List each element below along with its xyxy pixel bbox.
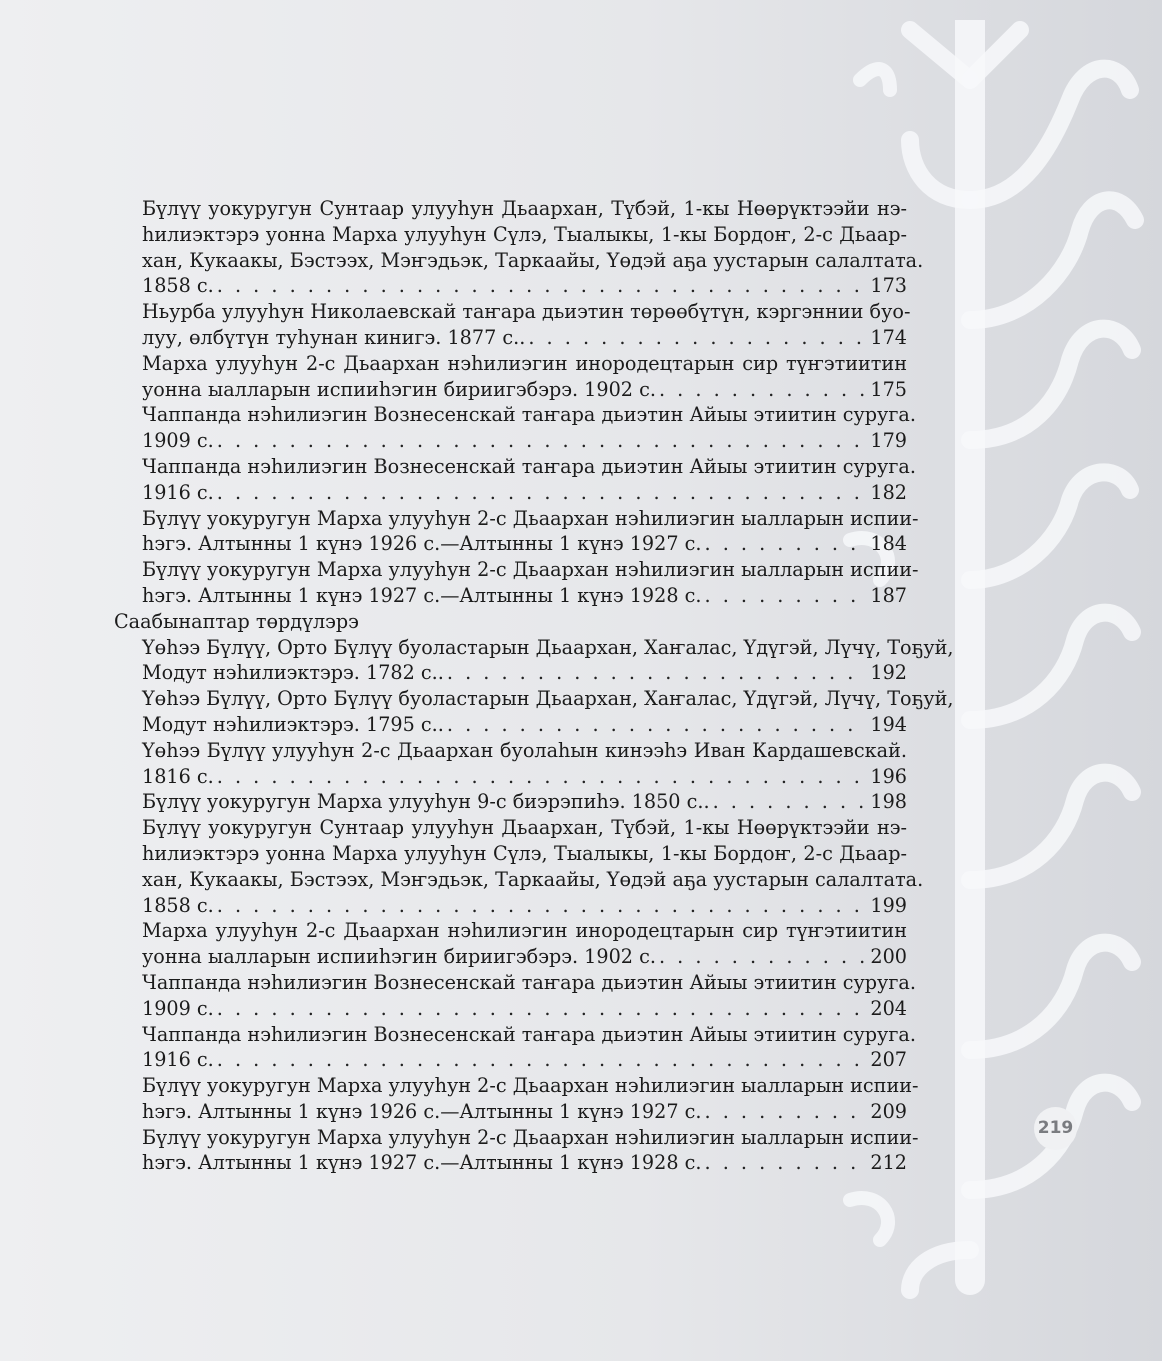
dot-leader [217,428,868,454]
toc-entry [114,454,916,506]
toc-entry-text: һэгэ. Алтынны 1 күнэ 1927 с.—Алтынны 1 күнэ 1928 с. [142,1151,702,1175]
toc-entry [114,789,907,815]
toc-page-number: 194 [870,712,907,736]
toc-page-number: 212 [870,1151,907,1175]
table-of-contents [114,196,954,1176]
toc-entry-line: Чаппанда нэһилиэгин Вознесенскай таҥара дьиэтин Айыы этиитин суруга. [142,970,916,994]
toc-entry-text: 1909 с. [142,996,214,1020]
toc-entry [114,918,907,970]
toc-entry-text: 1916 с. [142,1048,214,1072]
section-heading: Саабынаптар төрдүлэрэ [114,609,359,633]
toc-entry-text: һэгэ. Алтынны 1 күнэ 1926 с.—Алтынны 1 күнэ 1927 с. [142,532,702,556]
toc-entry-last-line [142,1099,907,1125]
toc-entry-last-line [142,764,907,790]
toc-entry-line: Марха улууһун 2-с Дьаархан нэһилиэгин инородецтарын сир түҥэтиитин [142,919,907,943]
toc-entry-line: Чаппанда нэһилиэгин Вознесенскай таҥара дьиэтин Айыы этиитин суруга. [142,454,916,478]
toc-entry-last-line [142,583,907,609]
toc-entry-last-line [142,273,907,299]
toc-entry-text: 1916 с. [142,480,214,504]
dot-leader [217,273,868,299]
dot-leader [705,1150,868,1176]
toc-entry-last-line [142,428,907,454]
dot-leader [659,377,867,403]
toc-page-number: 199 [870,893,907,917]
toc-page-number: 182 [870,480,907,504]
dot-leader [713,789,868,815]
toc-entry-last-line [142,377,907,403]
dot-leader [705,531,868,557]
toc-entry-text: һэгэ. Алтынны 1 күнэ 1927 с.—Алтынны 1 күнэ 1928 с. [142,583,702,607]
toc-entry-text: 1858 с. [142,274,214,298]
toc-page-number: 179 [870,429,907,453]
page-number: 219 [1034,1107,1077,1150]
dot-leader [705,583,868,609]
toc-entry-line: хан, Кукаакы, Бэстээх, Мэҥэдьэк, Таркаайы, Үөдэй аҕа уустарын салалтата. [142,248,924,272]
toc-entry-last-line [142,996,907,1022]
dot-leader [217,1047,868,1073]
toc-entry-line: Үөһээ Бүлүү, Орто Бүлүү буоластарын Дьаархан, Хаҥалас, Үдүгэй, Лүчү, Тоҕуй, [142,687,954,711]
dot-leader [447,712,867,738]
dot-leader [217,893,868,919]
toc-entry-text: Бүлүү уокуругун Марха улууһун 9-с биэрэпиһэ. 1850 с.. [142,790,710,814]
toc-page-number: 184 [870,532,907,556]
toc-entry-text: 1909 с. [142,429,214,453]
toc-entry-line: Бүлүү уокуругун Марха улууһун 2-с Дьаархан нэһилиэгин ыалларын испии- [142,1074,919,1098]
toc-entry [114,299,911,351]
toc-page-number: 175 [870,377,907,401]
toc-page-number: 198 [870,790,907,814]
toc-entry [114,557,919,609]
toc-entry-line: һилиэктэрэ уонна Марха улууһун Сүлэ, Тыалыкы, 1-кы Бордоҥ, 2-с Дьаар- [142,222,907,246]
dot-leader [659,944,867,970]
toc-entry-line: Бүлүү уокуругун Сунтаар улууһун Дьаархан, Түбэй, 1-кы Нөөрүктээйи нэ- [142,816,907,840]
toc-entry-text: Модут нэһилиэктэрэ. 1782 с.. [142,661,444,685]
toc-entry-last-line [142,893,907,919]
toc-page-number: 173 [870,274,907,298]
dot-leader [528,325,867,351]
toc-entry-text: һэгэ. Алтынны 1 күнэ 1926 с.—Алтынны 1 күнэ 1927 с. [142,1099,702,1123]
toc-entry [114,815,924,918]
toc-entry [114,402,916,454]
toc-entry-last-line [142,660,907,686]
toc-entry-last-line [142,531,907,557]
toc-page-number: 192 [870,661,907,685]
toc-entry-line: Үөһээ Бүлүү улууһун 2-с Дьаархан буолаһын кинээһэ Иван Кардашевскай. [142,738,907,762]
toc-entry [114,635,954,687]
toc-page-number: 196 [870,764,907,788]
dot-leader [217,764,868,790]
toc-entry [114,196,924,299]
toc-entry [114,506,919,558]
toc-page-number: 200 [870,945,907,969]
toc-entry-last-line [142,1150,907,1176]
dot-leader [447,660,867,686]
dot-leader [705,1099,868,1125]
toc-entry-line: Ньурба улууһун Николаевскай таҥара дьиэтин төрөөбүтүн, кэргэннии буо- [142,300,911,324]
toc-entry [114,1125,919,1177]
toc-entry-line: һилиэктэрэ уонна Марха улууһун Сүлэ, Тыалыкы, 1-кы Бордоҥ, 2-с Дьаар- [142,841,907,865]
toc-entry-text: 1816 с. [142,764,214,788]
toc-entry-line: Чаппанда нэһилиэгин Вознесенскай таҥара дьиэтин Айыы этиитин суруга. [142,1022,916,1046]
toc-entry [114,1073,919,1125]
toc-page-number: 207 [870,1048,907,1072]
dot-leader [217,996,868,1022]
toc-page-number: 187 [870,583,907,607]
toc-entry-last-line [142,1047,907,1073]
toc-entry-line: Бүлүү уокуругун Марха улууһун 2-с Дьаархан нэһилиэгин ыалларын испии- [142,506,919,530]
toc-entry-line: Бүлүү уокуругун Марха улууһун 2-с Дьаархан нэһилиэгин ыалларын испии- [142,1125,919,1149]
toc-entry-line: Чаппанда нэһилиэгин Вознесенскай таҥара дьиэтин Айыы этиитин суруга. [142,403,916,427]
toc-entry-line: Марха улууһун 2-с Дьаархан нэһилиэгин инородецтарын сир түҥэтиитин [142,351,907,375]
toc-entry-text: луу, өлбүтүн туһунан кинигэ. 1877 с.. [142,325,526,349]
dot-leader [217,480,868,506]
toc-page-number: 209 [870,1099,907,1123]
toc-entry-line: Үөһээ Бүлүү, Орто Бүлүү буоластарын Дьаархан, Хаҥалас, Үдүгэй, Лүчү, Тоҕуй, [142,635,954,659]
toc-entry [114,351,907,403]
toc-entry-last-line [142,712,907,738]
toc-entry-text: Модут нэһилиэктэрэ. 1795 с.. [142,712,444,736]
toc-entry-last-line [142,789,907,815]
toc-entry [114,970,916,1022]
toc-entry-text: уонна ыалларын испииһэгин бириигэбэрэ. 1902 с. [142,945,656,969]
toc-entry-text: уонна ыалларын испииһэгин бириигэбэрэ. 1902 с. [142,377,656,401]
toc-entry [114,1022,916,1074]
toc-entry-last-line [142,480,907,506]
toc-entry-line: Бүлүү уокуругун Сунтаар улууһун Дьаархан, Түбэй, 1-кы Нөөрүктээйи нэ- [142,197,907,220]
toc-entry-last-line [142,325,907,351]
toc-entry-line: хан, Кукаакы, Бэстээх, Мэҥэдьэк, Таркаайы, Үөдэй аҕа уустарын салалтата. [142,867,924,891]
toc-entry [114,686,954,738]
toc-entry [114,738,907,790]
toc-entry-text: 1858 с. [142,893,214,917]
toc-entry-line: Бүлүү уокуругун Марха улууһун 2-с Дьаархан нэһилиэгин ыалларын испии- [142,558,919,582]
toc-page-number: 204 [870,996,907,1020]
toc-page-number: 174 [870,325,907,349]
toc-entry-last-line [142,944,907,970]
